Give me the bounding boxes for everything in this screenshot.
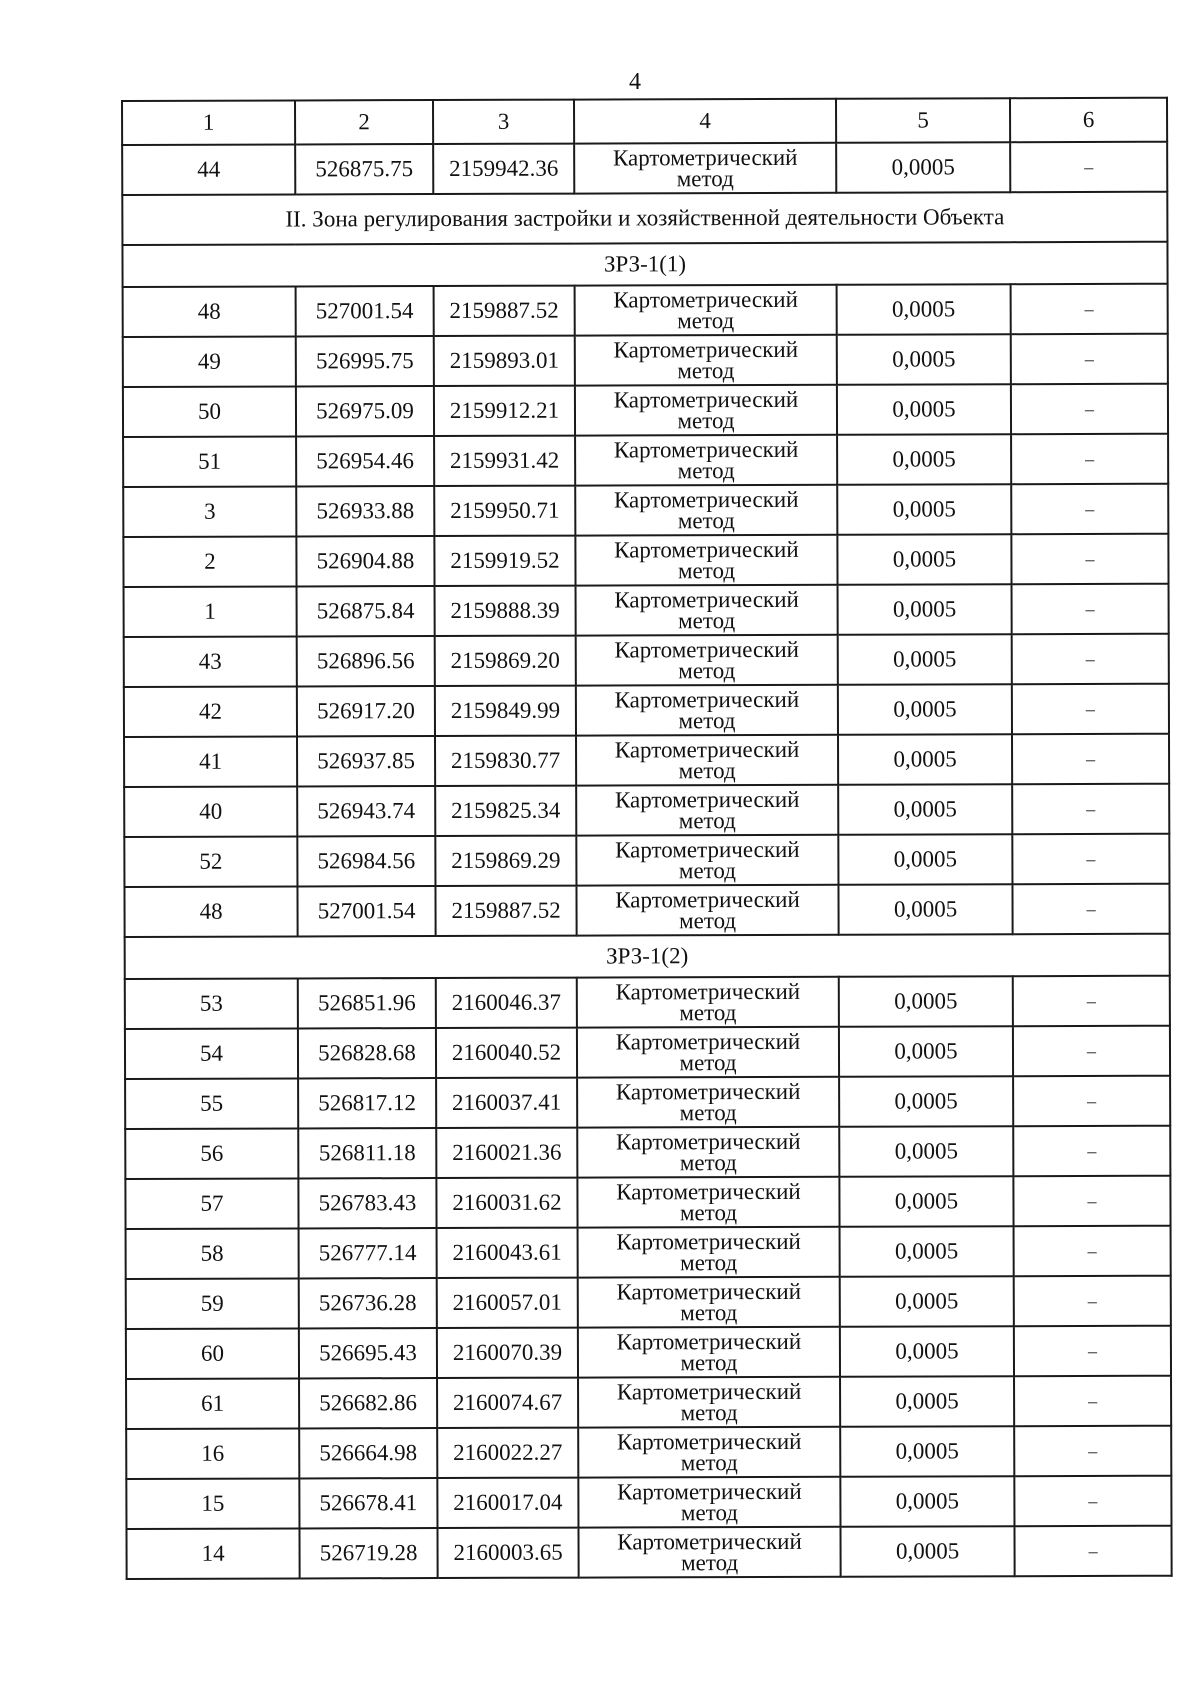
y-coordinate-cell: 2160074.67 [437,1378,578,1428]
precision-cell: 0,0005 [837,434,1011,485]
method-line-1: Картометрический [615,1078,801,1105]
table-row [124,884,1169,937]
x-coordinate-cell: 526682.86 [299,1378,437,1428]
method-line-1: Картометрический [612,144,798,171]
column-header: 2 [295,100,433,144]
table-row [126,1326,1171,1379]
precision-cell: 0,0005 [839,1126,1013,1177]
table-row [125,976,1170,1029]
method-line-2: метод [678,808,736,834]
point-number-cell: 57 [125,1178,298,1229]
point-number-cell: 44 [122,144,295,195]
y-coordinate-cell: 2160022.27 [437,1428,578,1478]
point-number-cell: 52 [124,836,297,887]
x-coordinate-cell: 526954.46 [296,436,434,486]
method-line-2: метод [679,1200,738,1226]
note-cell: – [1013,1076,1170,1126]
column-header: 6 [1010,98,1167,142]
note-cell: – [1013,1026,1170,1076]
y-coordinate-cell: 2159931.42 [434,436,575,486]
y-coordinate-cell: 2159830.77 [435,736,576,786]
method-line-1: Картометрический [616,1378,802,1405]
method-cell [577,1027,839,1078]
precision-cell: 0,0005 [838,634,1012,685]
method-cell [576,635,838,686]
note-cell: – [1014,1376,1171,1426]
page-number: 4 [629,69,641,95]
method-line-2: метод [679,908,737,934]
method-line-2: метод [676,166,734,192]
point-number-cell: 48 [123,286,296,337]
note-cell: – [1010,142,1167,192]
method-line-1: Картометрический [613,336,799,363]
x-coordinate-cell: 526896.56 [297,636,435,686]
table-row [123,384,1168,437]
method-line-2: метод [677,308,735,334]
method-cell [578,1427,840,1478]
x-coordinate-cell: 526917.20 [297,686,435,736]
precision-cell: 0,0005 [838,834,1012,885]
point-number-cell: 2 [123,536,296,587]
point-number-cell: 41 [124,736,297,787]
y-coordinate-cell: 2160037.41 [436,1078,577,1128]
point-number-cell: 42 [124,686,297,737]
x-coordinate-cell: 526736.28 [299,1278,437,1328]
table-row [123,334,1168,387]
table-row [124,684,1169,737]
method-line-1: Картометрический [615,1128,801,1155]
column-header: 1 [122,100,295,145]
precision-cell: 0,0005 [840,1376,1014,1427]
table-row [124,784,1169,837]
precision-cell: 0,0005 [838,734,1012,785]
table-row [123,534,1168,587]
method-cell [575,485,837,536]
note-cell: – [1012,634,1169,684]
x-coordinate-cell: 526828.68 [298,1028,436,1078]
method-cell [578,1327,840,1378]
note-cell: – [1014,1476,1171,1526]
note-cell: – [1011,484,1168,534]
method-cell [574,143,836,194]
method-cell [576,735,838,786]
y-coordinate-cell: 2160040.52 [436,1028,577,1078]
precision-cell: 0,0005 [836,142,1010,193]
method-line-2: метод [680,1500,739,1526]
method-line-2: метод [678,858,736,884]
note-cell: – [1012,784,1169,834]
point-number-cell: 43 [124,636,297,687]
y-coordinate-cell: 2159919.52 [434,536,575,586]
y-coordinate-cell: 2159888.39 [435,586,576,636]
note-cell: – [1013,1176,1170,1226]
precision-cell: 0,0005 [838,884,1012,935]
precision-cell: 0,0005 [840,1226,1014,1277]
point-number-cell: 1 [124,586,297,637]
method-line-2: метод [680,1250,738,1276]
table-row [126,1476,1171,1529]
method-line-1: Картометрический [614,636,800,663]
x-coordinate-cell: 526937.85 [297,736,435,786]
point-number-cell: 14 [126,1528,299,1579]
method-line-1: Картометрический [615,978,801,1005]
y-coordinate-cell: 2159825.34 [435,786,576,836]
point-number-cell: 50 [123,386,296,437]
x-coordinate-cell: 526975.09 [296,386,434,436]
method-line-2: метод [677,508,735,534]
point-number-cell: 51 [123,436,296,487]
method-cell [576,585,838,636]
table-row [125,1076,1170,1129]
method-cell [575,435,837,486]
precision-cell: 0,0005 [838,584,1012,635]
note-cell: – [1012,834,1169,884]
precision-cell: 0,0005 [840,1426,1014,1477]
precision-cell: 0,0005 [839,1026,1013,1077]
method-line-2: метод [678,608,736,634]
method-line-1: Картометрический [613,286,798,313]
table-row [125,1126,1170,1179]
method-line-2: метод [677,458,735,484]
x-coordinate-cell: 526851.96 [298,978,436,1028]
point-number-cell: 16 [126,1428,299,1479]
note-cell: – [1011,334,1168,384]
x-coordinate-cell: 526984.56 [297,836,435,886]
note-cell: – [1013,1126,1170,1176]
method-cell [578,1477,840,1528]
y-coordinate-cell: 2159887.52 [435,886,576,936]
table-row [126,1376,1171,1429]
x-coordinate-cell: 526817.12 [298,1078,436,1128]
table-row [124,734,1169,787]
precision-cell: 0,0005 [837,284,1011,335]
y-coordinate-cell: 2160070.39 [437,1328,578,1378]
table-row [126,1226,1171,1279]
method-line-2: метод [679,1100,737,1126]
precision-cell: 0,0005 [840,1276,1014,1327]
section-heading-row [122,192,1167,245]
column-number-row [122,98,1167,145]
method-line-1: Картометрический [615,836,800,863]
method-line-1: Картометрический [613,486,799,513]
method-cell [576,785,838,836]
point-number-cell: 58 [126,1228,299,1279]
precision-cell: 0,0005 [840,1526,1014,1577]
note-cell: – [1014,1226,1171,1276]
note-cell: – [1013,976,1170,1026]
method-line-1: Картометрический [614,586,799,613]
precision-cell: 0,0005 [838,684,1012,735]
x-coordinate-cell: 526875.75 [295,144,433,194]
note-cell: – [1011,434,1168,484]
method-line-1: Картометрический [614,736,800,763]
method-line-1: Картометрический [614,536,799,563]
point-number-cell: 60 [126,1328,299,1379]
method-cell [578,1227,840,1278]
point-number-cell: 49 [123,336,296,387]
method-cell [577,977,839,1028]
y-coordinate-cell: 2159869.29 [435,836,576,886]
method-line-1: Картометрический [615,886,800,913]
point-number-cell: 53 [125,978,298,1029]
column-header: 3 [433,100,574,144]
y-coordinate-cell: 2159887.52 [434,286,575,336]
note-cell: – [1012,584,1169,634]
note-cell: – [1014,1276,1171,1326]
zone-heading-row [122,242,1167,287]
x-coordinate-cell: 526811.18 [298,1128,436,1178]
method-line-2: метод [680,1450,738,1476]
method-cell [575,535,837,586]
method-cell [576,885,838,936]
y-coordinate-cell: 2159869.20 [435,636,576,686]
point-number-cell: 54 [125,1028,298,1079]
method-line-2: метод [677,558,736,584]
table-row [125,1026,1170,1079]
method-cell [575,285,837,336]
method-line-1: Картометрический [616,1428,802,1455]
note-cell: – [1012,684,1169,734]
precision-cell: 0,0005 [839,976,1013,1027]
method-cell [578,1527,840,1578]
note-cell: – [1014,1326,1171,1376]
point-number-cell: 3 [123,486,296,537]
point-number-cell: 55 [125,1078,298,1129]
point-number-cell: 59 [126,1278,299,1329]
table-row [123,484,1168,537]
method-line-1: Картометрический [614,786,800,813]
table-row [126,1526,1171,1579]
precision-cell: 0,0005 [837,484,1011,535]
x-coordinate-cell: 526933.88 [296,486,434,536]
x-coordinate-cell: 526678.41 [299,1478,437,1528]
precision-cell: 0,0005 [837,384,1011,435]
point-number-cell: 61 [126,1378,299,1429]
x-coordinate-cell: 526904.88 [296,536,434,586]
y-coordinate-cell: 2160003.65 [437,1528,578,1578]
y-coordinate-cell: 2159893.01 [434,336,575,386]
method-line-2: метод [679,1050,737,1076]
method-cell [577,1177,839,1228]
method-line-2: метод [677,358,735,384]
point-number-cell: 40 [124,786,297,837]
table-row [125,1176,1170,1229]
method-line-1: Картометрический [617,1478,802,1505]
x-coordinate-cell: 526695.43 [299,1328,437,1378]
point-number-cell: 48 [124,886,297,937]
y-coordinate-cell: 2159950.71 [434,486,575,536]
x-coordinate-cell: 526783.43 [298,1178,436,1228]
note-cell: – [1014,1426,1171,1476]
x-coordinate-cell: 526995.75 [296,336,434,386]
method-line-1: Картометрический [613,386,799,413]
y-coordinate-cell: 2160057.01 [437,1278,578,1328]
method-line-2: метод [678,658,736,684]
x-coordinate-cell: 526777.14 [299,1228,437,1278]
precision-cell: 0,0005 [837,534,1011,585]
precision-cell: 0,0005 [838,784,1012,835]
section-heading: II. Зона регулирования застройки и хозяйственной деятельности Объекта [122,192,1167,245]
note-cell: – [1011,384,1168,434]
note-cell: – [1012,734,1169,784]
method-line-2: метод [679,1150,737,1176]
point-number-cell: 15 [126,1478,299,1529]
precision-cell: 0,0005 [839,1076,1013,1127]
y-coordinate-cell: 2159942.36 [433,144,574,194]
precision-cell: 0,0005 [840,1326,1014,1377]
y-coordinate-cell: 2160017.04 [437,1478,578,1528]
method-line-1: Картометрический [616,1328,802,1355]
method-line-1: Картометрический [616,1228,801,1255]
y-coordinate-cell: 2160046.37 [436,978,577,1028]
precision-cell: 0,0005 [839,1176,1013,1227]
coordinates-table [121,97,1173,1580]
method-line-2: метод [681,1550,739,1576]
method-cell [576,835,838,886]
method-line-2: метод [680,1300,738,1326]
method-line-1: Картометрический [614,686,800,713]
method-line-2: метод [680,1400,738,1426]
table-row [124,834,1169,887]
table-row [123,434,1168,487]
x-coordinate-cell: 526719.28 [299,1528,437,1578]
method-cell [578,1377,840,1428]
table-row [126,1276,1171,1329]
method-line-1: Картометрический [615,1028,801,1055]
zone-heading-row [125,934,1170,979]
method-cell [576,685,838,736]
method-cell [577,1127,839,1178]
note-cell: – [1011,534,1168,584]
x-coordinate-cell: 526664.98 [299,1428,437,1478]
method-line-2: метод [677,408,735,434]
method-cell [575,385,837,436]
y-coordinate-cell: 2159912.21 [434,386,575,436]
precision-cell: 0,0005 [837,334,1011,385]
column-header: 4 [574,99,836,144]
method-line-1: Картометрический [616,1278,802,1305]
table-row [124,584,1169,637]
method-line-2: метод [679,1000,737,1026]
method-line-1: Картометрический [617,1528,802,1555]
x-coordinate-cell: 527001.54 [296,286,434,336]
note-cell: – [1012,884,1169,934]
y-coordinate-cell: 2160043.61 [437,1228,578,1278]
table-row [123,284,1168,337]
method-line-2: метод [678,758,736,784]
method-cell [577,1077,839,1128]
method-cell [578,1277,840,1328]
table-row [122,142,1167,195]
point-number-cell: 56 [125,1128,298,1179]
method-line-1: Картометрический [616,1178,801,1205]
method-cell [575,335,837,386]
y-coordinate-cell: 2159849.99 [435,686,576,736]
x-coordinate-cell: 526943.74 [297,786,435,836]
zone-heading: ЗРЗ-1(2) [125,934,1170,979]
table-row [124,634,1169,687]
coordinates-table-body [122,98,1172,1579]
y-coordinate-cell: 2160031.62 [436,1178,577,1228]
method-line-1: Картометрический [613,436,799,463]
column-header: 5 [836,98,1010,143]
x-coordinate-cell: 527001.54 [297,886,435,936]
y-coordinate-cell: 2160021.36 [436,1128,577,1178]
precision-cell: 0,0005 [840,1476,1014,1527]
zone-heading: ЗРЗ-1(1) [122,242,1167,287]
x-coordinate-cell: 526875.84 [297,586,435,636]
table-row [126,1426,1171,1479]
note-cell: – [1014,1526,1171,1576]
method-line-2: метод [680,1350,738,1376]
note-cell: – [1011,284,1168,334]
method-line-2: метод [678,708,736,734]
